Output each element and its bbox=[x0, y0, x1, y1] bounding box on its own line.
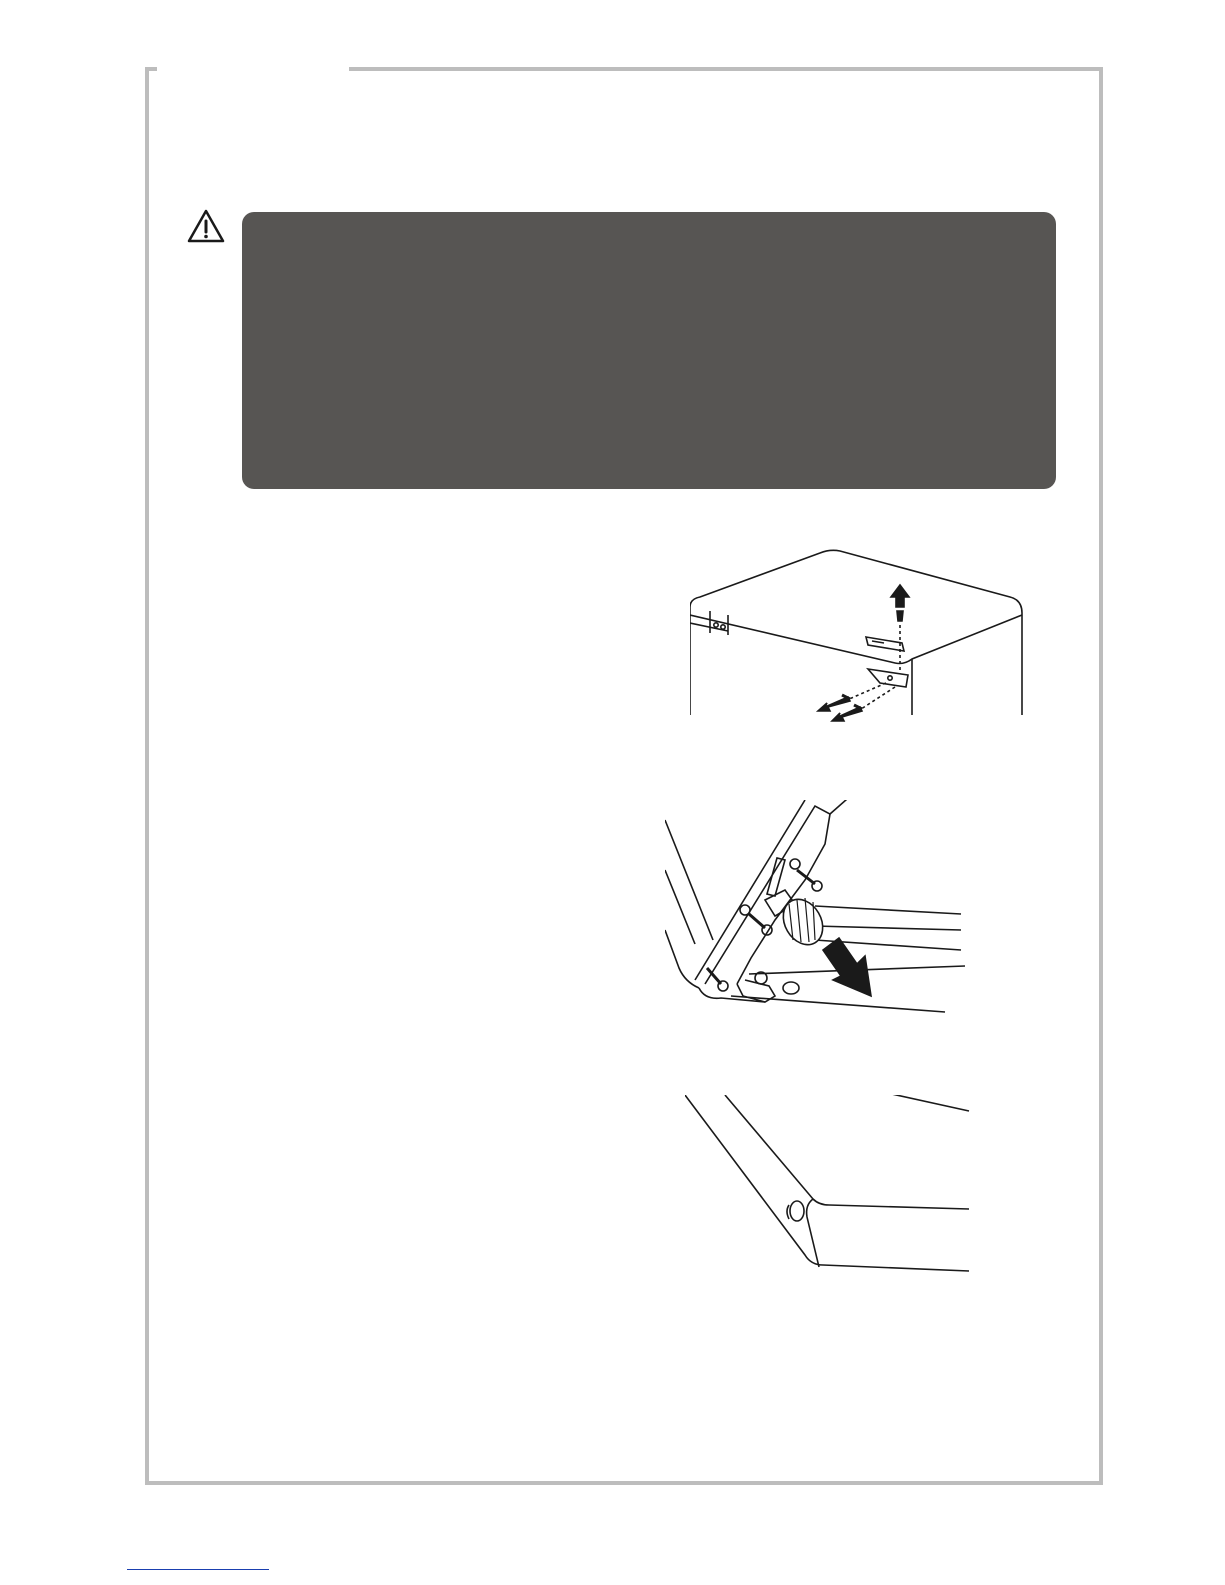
footer-link-underline[interactable] bbox=[127, 1569, 269, 1570]
up-arrow-icon bbox=[891, 585, 909, 607]
page-frame-bottom bbox=[145, 1481, 1103, 1485]
bracket-knob-figure bbox=[665, 800, 975, 1040]
page-frame-top-right bbox=[349, 67, 1103, 71]
printer-cover-bracket-figure bbox=[690, 545, 1040, 725]
warning-box bbox=[242, 212, 1056, 489]
down-right-arrow-icon bbox=[823, 938, 871, 996]
page-frame-left bbox=[145, 67, 149, 1485]
page-frame-right bbox=[1099, 67, 1103, 1485]
warning-triangle-icon bbox=[187, 208, 225, 244]
printer-side-figure bbox=[685, 1095, 980, 1295]
